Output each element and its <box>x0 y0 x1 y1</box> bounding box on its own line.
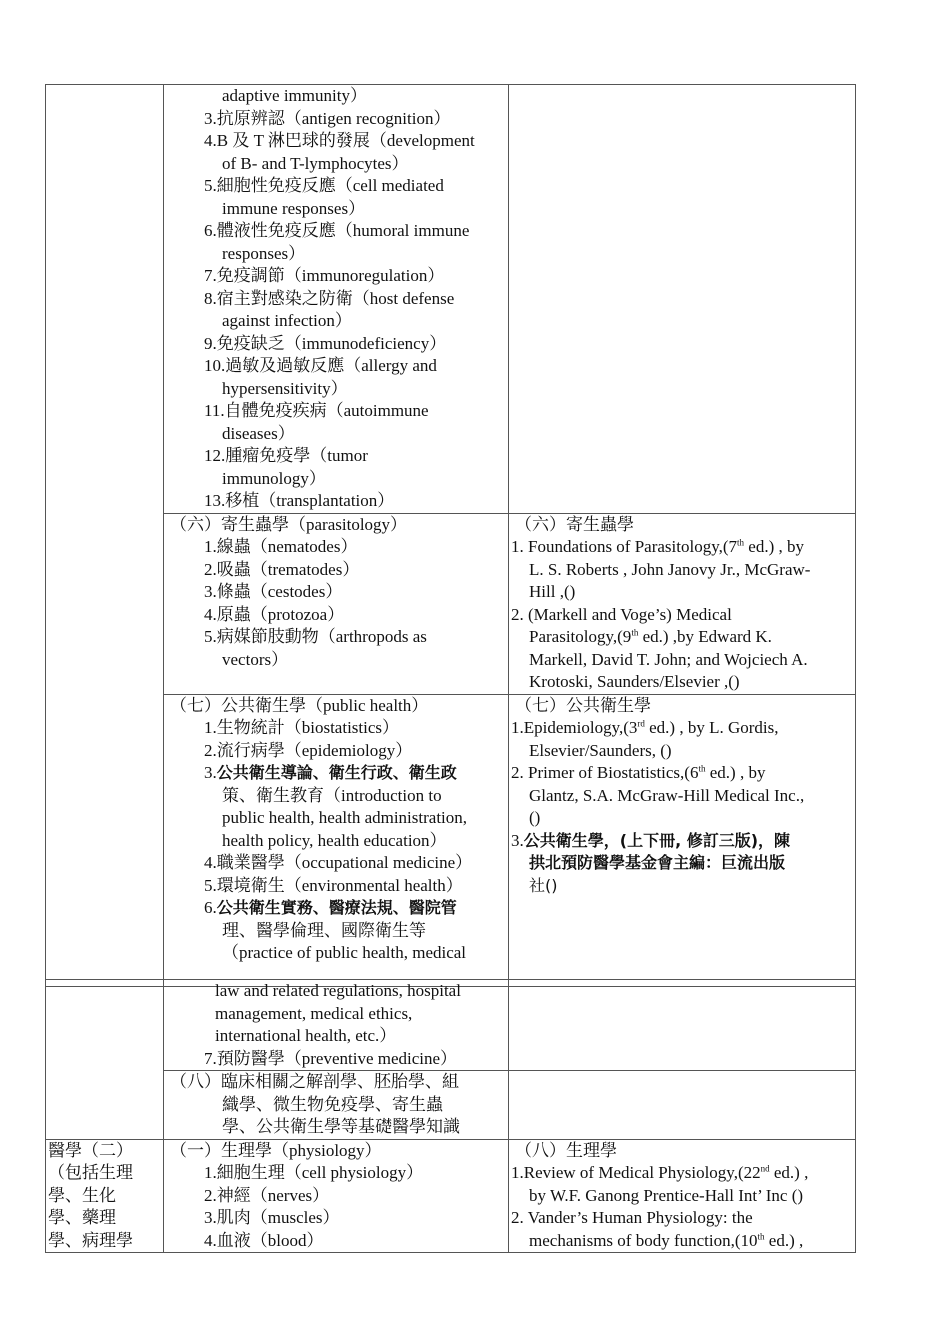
empty-refs-cell <box>509 980 856 1071</box>
subject-line: 學、病理學 <box>48 1230 133 1250</box>
ref-line: by W.F. Ganong Prentice-Hall Int’ Inc () <box>529 1185 804 1205</box>
topic-line: adaptive immunity） <box>222 86 367 105</box>
topic-line: 2.神經（nerves） <box>204 1185 330 1205</box>
topic-line: against infection） <box>222 311 352 330</box>
topic-line: 8.宿主對感染之防衛（host defense <box>204 288 455 308</box>
topic-line: vectors） <box>222 649 289 669</box>
topic-line: 3.肌肉（muscles） <box>204 1208 340 1227</box>
topic-line: 4.職業醫學（occupational medicine） <box>204 853 473 872</box>
ref-line: 1. Foundations of Parasitology,(7th ed.) , by <box>511 537 805 556</box>
topic-line: hypersensitivity） <box>222 378 348 398</box>
subject-line: 學、藥理 <box>48 1208 116 1227</box>
subject-medicine-2-cell <box>46 1139 164 1253</box>
topic-line: 13.移植（transplantation） <box>204 491 395 510</box>
topic-line: 6.體液性免疫反應（humoral immune <box>204 221 470 240</box>
curriculum-table-bottom <box>45 979 856 1253</box>
section-heading: （七）公共衛生學（public health） <box>170 695 429 715</box>
ref-line: 2. (Markell and Voge’s) Medical <box>511 604 732 624</box>
ref-line: 2. Vander’s Human Physiology: the <box>511 1208 753 1227</box>
parasitology-topics-cell <box>164 513 509 694</box>
topic-line: 策、衛生教育（introduction to <box>222 785 442 805</box>
subject-line: （包括生理 <box>48 1163 133 1182</box>
topic-line: 1.線蟲（nematodes） <box>204 537 358 556</box>
immunology-topics-cell <box>164 85 509 514</box>
public-health-continued-cell <box>164 980 509 1071</box>
ref-line: Elsevier/Saunders, () <box>529 740 672 760</box>
ref-line: () <box>529 808 541 827</box>
topic-line: 3.抗原辨認（antigen recognition） <box>204 108 451 128</box>
ref-line: Hill ,() <box>529 582 576 601</box>
topic-line: 3.條蟲（cestodes） <box>204 582 343 601</box>
topic-line: 10.過敏及過敏反應（allergy and <box>204 356 437 375</box>
topic-line: 4.B 及 T 淋巴球的發展（development <box>204 131 475 150</box>
refs-heading: （八）生理學 <box>515 1140 617 1160</box>
ref-line: 1.Epidemiology,(3rd ed.) , by L. Gordis, <box>511 718 779 737</box>
parasitology-refs-cell <box>509 513 856 694</box>
ref-line: Parasitology,(9th ed.) ,by Edward K. <box>529 627 772 646</box>
topic-line: 5.環境衛生（environmental health） <box>204 875 463 895</box>
topic-line: 3.公共衛生導論、衛生行政、衛生政 <box>204 763 457 782</box>
ref-line: Glantz, S.A. McGraw-Hill Medical Inc., <box>529 785 805 805</box>
topic-line: diseases） <box>222 423 295 443</box>
ref-line: 拱北預防醫學基金會主編：巨流出版 <box>529 853 786 872</box>
ref-line: L. S. Roberts , John Janovy Jr., McGraw- <box>529 559 811 579</box>
topic-line: 5.病媒節肢動物（arthropods as <box>204 627 427 646</box>
ref-line: Krotoski, Saunders/Elsevier ,() <box>529 672 740 691</box>
topic-line: 理、醫學倫理、國際衛生等 <box>222 920 426 940</box>
subject-line: 學、生化 <box>48 1185 116 1205</box>
topic-line: of B- and T-lymphocytes） <box>222 153 409 173</box>
subject-cell <box>46 85 164 987</box>
topic-line: 1.細胞生理（cell physiology） <box>204 1163 424 1182</box>
section-heading: （八）臨床相關之解剖學、胚胎學、組 <box>170 1072 459 1091</box>
topic-line: 學、公共衛生學等基礎醫學知識 <box>222 1117 460 1136</box>
refs-heading: （六）寄生蟲學 <box>515 514 634 534</box>
curriculum-table-top <box>45 84 856 987</box>
clinical-basics-cell <box>164 1071 509 1140</box>
topic-line: management, medical ethics, <box>215 1003 413 1023</box>
topic-line: 織學、微生物免疫學、寄生蟲 <box>222 1094 443 1114</box>
physiology-refs-cell <box>509 1139 856 1253</box>
section-heading: （六）寄生蟲學（parasitology） <box>170 514 408 534</box>
topic-line: immunology） <box>222 468 326 488</box>
refs-heading: （七）公共衛生學 <box>515 695 651 715</box>
topic-line: international health, etc.） <box>215 1026 397 1045</box>
ref-line: 3.公共衛生學，(上下冊, 修訂三版)，陳 <box>511 830 791 850</box>
ref-line: 2. Primer of Biostatistics,(6th ed.) , by <box>511 763 766 782</box>
topic-line: 4.血液（blood） <box>204 1230 324 1250</box>
topic-line: 12.腫瘤免疫學（tumor <box>204 446 368 465</box>
ref-line: 社() <box>529 875 558 895</box>
topic-line: 6.公共衛生實務、醫療法規、醫院管 <box>204 898 457 917</box>
topic-line: （practice of public health, medical <box>222 943 467 962</box>
ref-line: 1.Review of Medical Physiology,(22nd ed.) , <box>511 1163 809 1182</box>
topic-line: 9.免疫缺乏（immunodeficiency） <box>204 333 447 353</box>
immunology-refs-cell <box>509 85 856 514</box>
topic-line: 7.免疫調節（immunoregulation） <box>204 266 445 285</box>
topic-line: 5.細胞性免疫反應（cell mediated <box>204 176 444 195</box>
topic-line: public health, health administration, <box>222 808 468 827</box>
ref-line: Markell, David T. John; and Wojciech A. <box>529 649 808 669</box>
topic-line: 2.吸蟲（trematodes） <box>204 559 360 579</box>
topic-line: 4.原蟲（protozoa） <box>204 604 345 624</box>
topic-line: 7.預防醫學（preventive medicine） <box>204 1048 458 1068</box>
topic-line: 2.流行病學（epidemiology） <box>204 740 413 760</box>
physiology-topics-cell <box>164 1139 509 1253</box>
subject-cell <box>46 980 164 1140</box>
ref-line: mechanisms of body function,(10th ed.) , <box>529 1230 804 1250</box>
topic-line: responses） <box>222 243 306 263</box>
public-health-topics-cell <box>164 694 509 986</box>
empty-refs-cell <box>509 1071 856 1140</box>
topic-line: health policy, health education） <box>222 830 447 850</box>
section-heading: （一）生理學（physiology） <box>170 1140 382 1160</box>
subject-line: 醫學（二） <box>48 1140 133 1160</box>
public-health-refs-cell <box>509 694 856 986</box>
topic-line: immune responses） <box>222 198 366 218</box>
topic-line: 11.自體免疫疾病（autoimmune <box>204 401 429 420</box>
topic-line: law and related regulations, hospital <box>215 981 461 1000</box>
topic-line: 1.生物統計（biostatistics） <box>204 718 400 737</box>
